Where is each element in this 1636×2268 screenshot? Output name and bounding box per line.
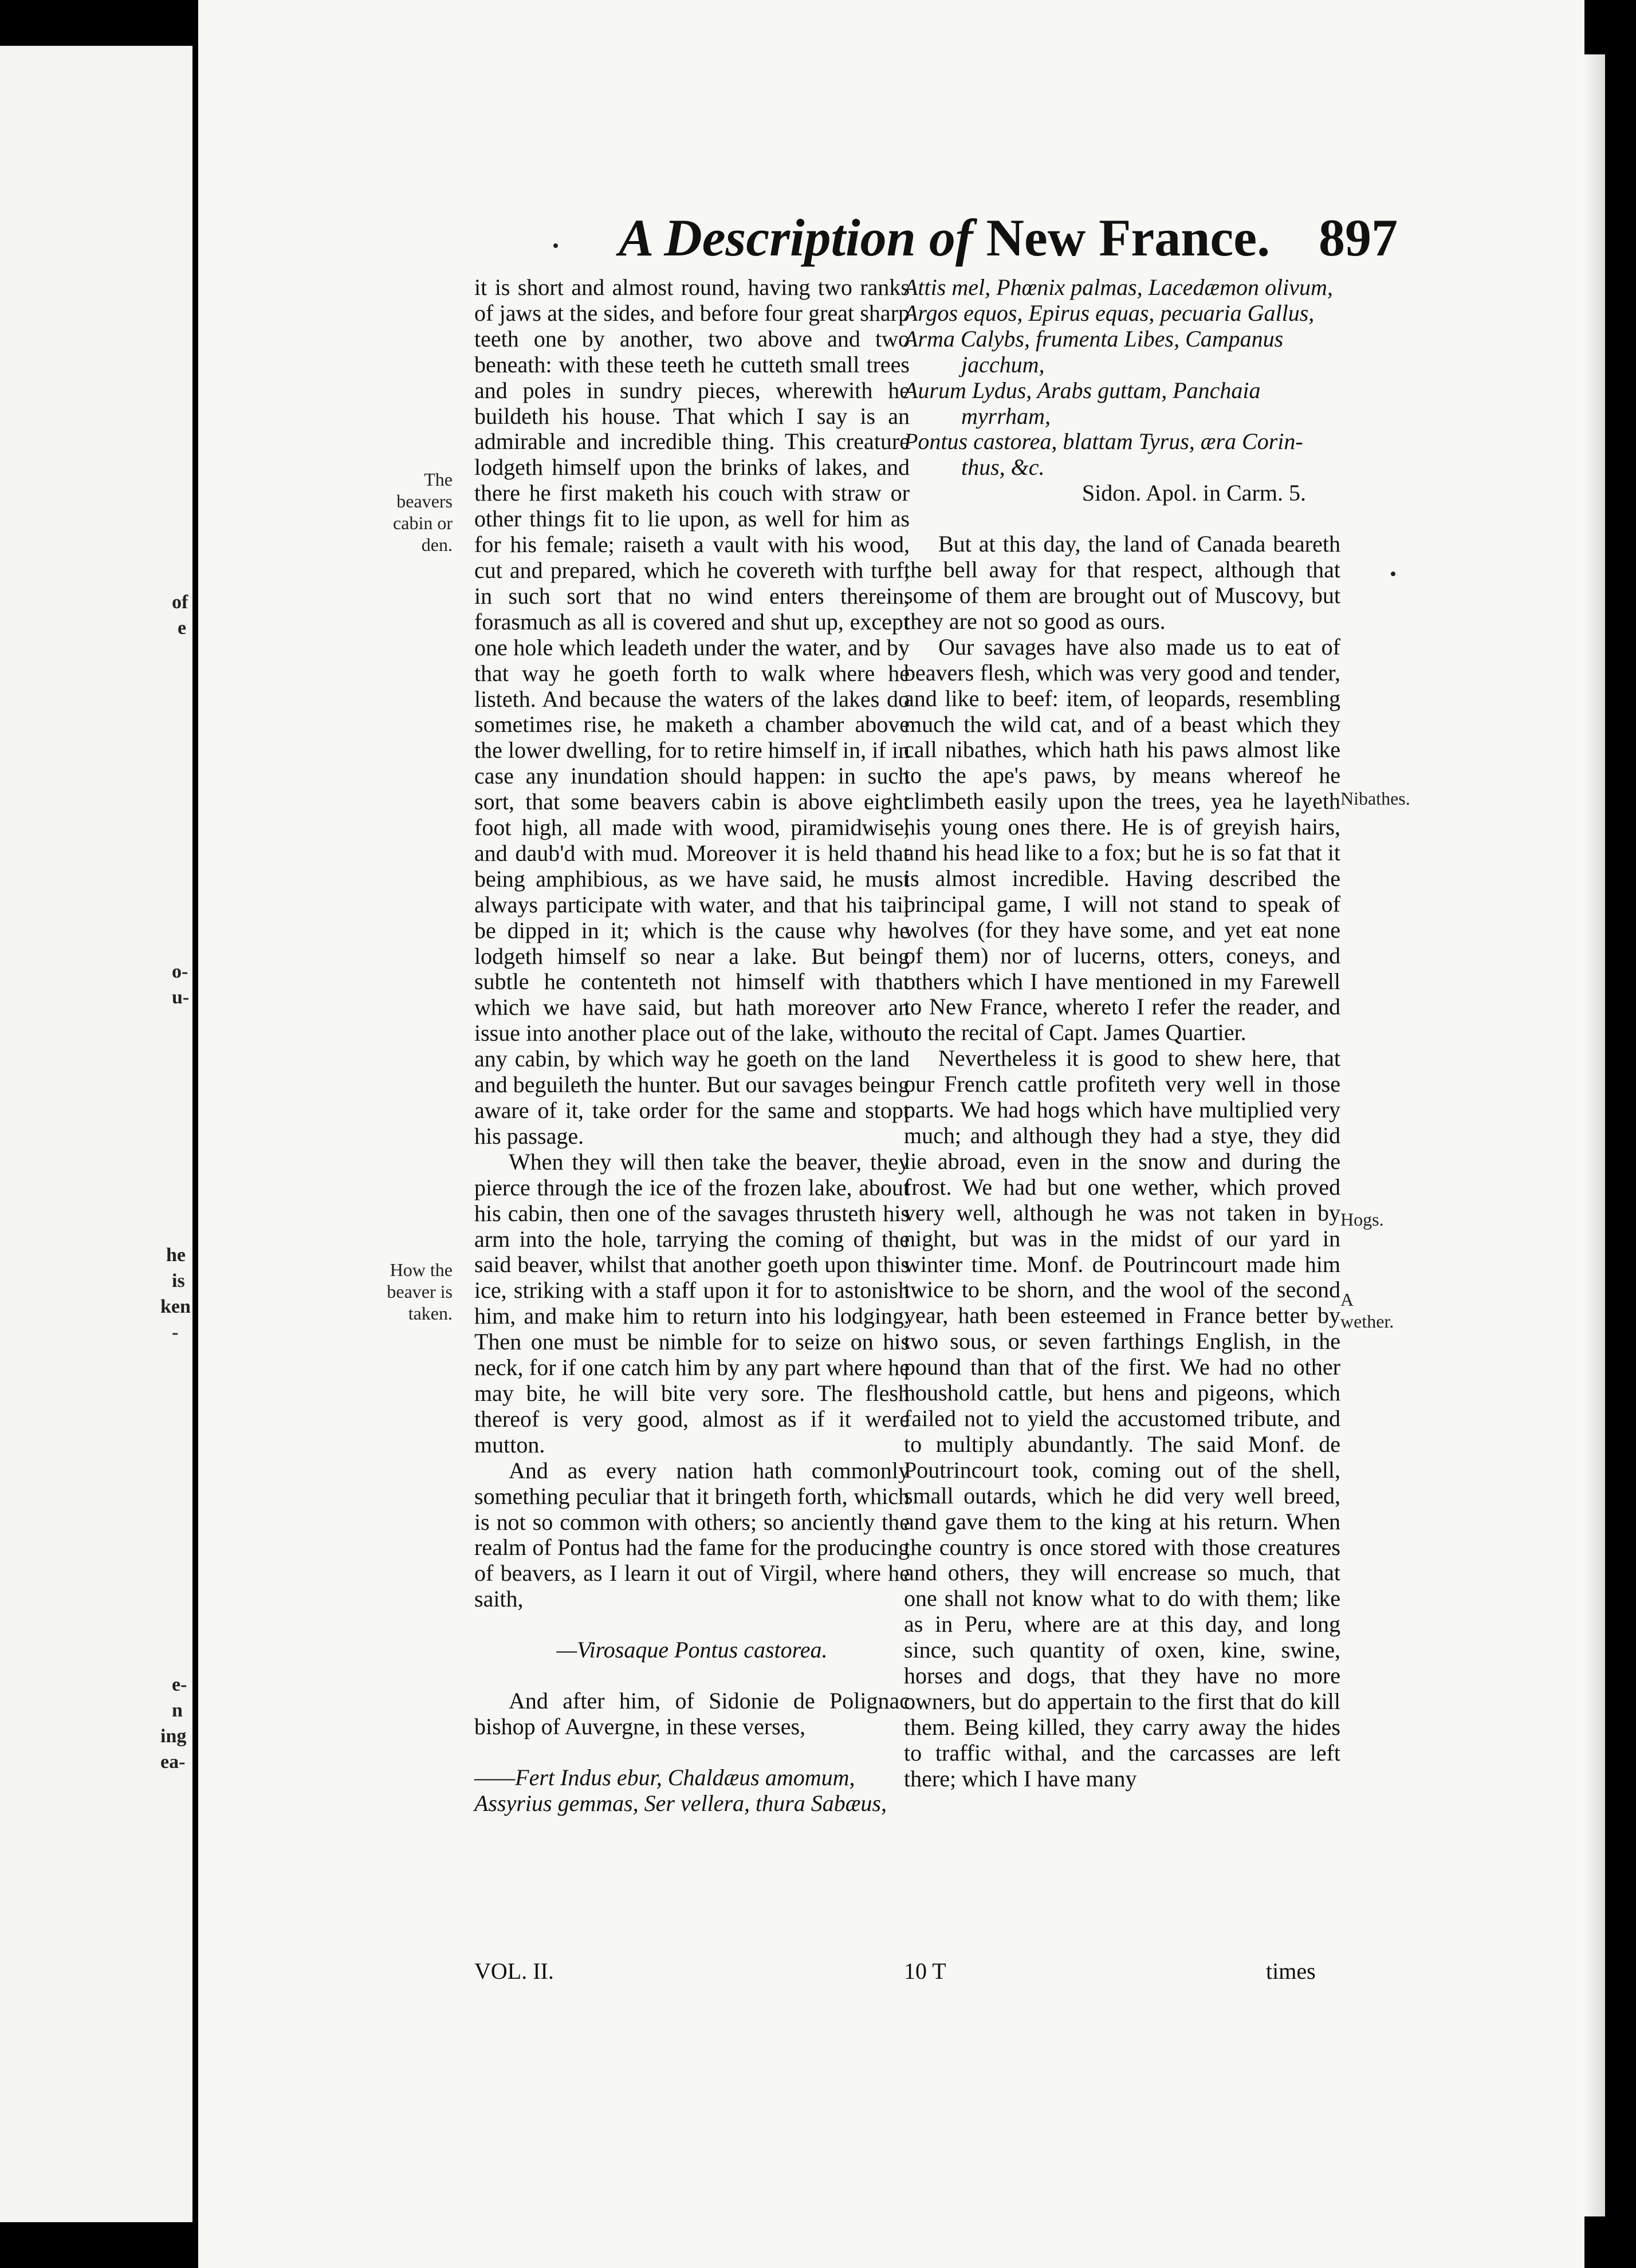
paragraph: Our savages have also made us to eat of beavers flesh, which was very good and tender, and like to beef: item, of leopards, resembling much the wild cat, and of a beast which they call nibathes, which hath his paws almost like to the ape's paws, by means whereof he climbeth easily upon the trees, yea he layeth his young ones there. He is of greyish hairs, and his head like to a fox; but he is so fat that it is almost incredible. Having described the principal game, I will not stand to speak of wolves (for they have some, and yet eat none of them) nor of lucerns, otters, coneys, and others which I have mentioned in my Farewell to New France, whereto I refer the reader, and to the recital of Capt. James Quartier. — [904, 633, 1340, 1046]
text-column-left — [474, 275, 910, 1817]
ink-speck — [1391, 572, 1395, 576]
verse-source: Sidon. Apol. in Carm. 5. — [1082, 480, 1306, 506]
running-header — [619, 206, 1432, 275]
margin-fragment: o- — [172, 961, 188, 982]
verse-line: Pontus castorea, blattam Tyrus, æra Corin- — [904, 428, 1303, 455]
margin-fragment: e- — [172, 1674, 187, 1695]
verse-line: jacchum, — [961, 351, 1045, 377]
margin-fragment: ea- — [160, 1751, 186, 1773]
title-italic: A Description of — [619, 208, 973, 267]
paragraph: When they will then take the beaver, they pierce through the ice of the frozen lake, about his cabin, then one of the savages thrusteth his arm into the hole, tarrying the coming of the said beaver, whilst that another goeth upon this ice, striking with a staff upon it for to astonish him, and make him to return into his lodging. Then one must be nimble for to seize on his neck, for if one catch him by any part where he may bite, he will bite very sore. The flesh thereof is very good, almost as if it were mutton. — [474, 1148, 910, 1458]
verse-line: Attis mel, Phœnix palmas, Lacedæmon olivum, — [904, 274, 1333, 300]
margin-fragment: e — [178, 617, 187, 639]
sidenote-beaver-cabin: The beavers cabin or den. — [393, 469, 453, 555]
facing-page-edge — [0, 46, 192, 2222]
margin-fragment: he — [166, 1245, 186, 1266]
page-title — [619, 206, 1271, 269]
margin-fragment: ken — [160, 1296, 191, 1317]
verse-line: Aurum Lydus, Arabs guttam, Panchaia — [904, 377, 1261, 403]
verse-line: ——Fert Indus ebur, Chaldæus amomum, — [474, 1764, 855, 1790]
sidenote-beaver-taken: How the beaver is taken. — [387, 1259, 453, 1324]
margin-fragment: is — [172, 1270, 185, 1292]
paragraph: And after him, of Sidonie de Polignac bishop of Auvergne, in these verses, — [474, 1688, 910, 1739]
margin-fragment: ing — [160, 1726, 187, 1747]
verse-line: myrrham, — [961, 403, 1051, 429]
paragraph: But at this day, the land of Canada beareth the bell away for that respect, although that some of them are brought out of Muscovy, but they are not so good as ours. — [904, 531, 1340, 634]
sidenote-nibathes: Nibathes. — [1340, 788, 1410, 809]
catchword: times — [1266, 1958, 1316, 1984]
volume-label: VOL. II. — [474, 1958, 554, 1984]
sidenote-hogs: Hogs. — [1340, 1209, 1384, 1230]
margin-fragment: u- — [172, 987, 190, 1008]
ink-speck — [553, 243, 558, 248]
signature-mark: 10 T — [904, 1958, 946, 1984]
text-column-right — [904, 275, 1340, 1792]
paragraph: And as every nation hath commonly something peculiar that it bringeth forth, which is not so common with others; so anciently the realm of Pontus had the fame for the producing of beavers, as I learn it out of Virgil, where he saith, — [474, 1457, 910, 1612]
margin-fragment: of — [172, 592, 188, 613]
sidenote-wether: A wether. — [1340, 1289, 1394, 1332]
verse-line: thus, &c. — [961, 454, 1045, 481]
page-edge — [1582, 54, 1605, 2216]
paragraph: Nevertheless it is good to shew here, that our French cattle profiteth very well in those parts. We had hogs which have multiplied very much; and although they had a stye, they did lie abroad, even in the snow and during the frost. We had but one wether, which proved very well, although he was not taken in by night, but was in the midst of our yard in winter time. Monf. de Poutrincourt made him twice to be shorn, and the wool of the second year, hath been esteemed in France better by two sous, or seven farthings English, in the pound than that of the first. We had no other houshold cattle, but hens and pigeons, which failed not to yield the accustomed tribute, and to multiply abundantly. The said Monf. de Poutrincourt took, coming out of the shell, small outards, which he did very well breed, and gave them to the king at his return. When the country is once stored with those creatures and others, they will encrease so much, that one shall not know what to do with them; like as in Peru, where are at this day, and long since, such quantity of oxen, kine, swine, horses and dogs, that they have no more owners, but do appertain to the first that do kill them. Being killed, they carry away the hides to traffic withal, and the carcasses are left there; which I have many — [904, 1045, 1340, 1791]
margin-fragment: - — [172, 1322, 179, 1343]
title-roman: New France. — [986, 208, 1271, 267]
verse-line: Argos equos, Epirus equas, pecuaria Gallus, — [904, 300, 1315, 326]
verse-line: Assyrius gemmas, Ser vellera, thura Sabæus, — [474, 1790, 887, 1816]
margin-fragment: n — [172, 1700, 183, 1721]
paragraph: it is short and almost round, having two ranks of jaws at the sides, and before four great sharp teeth one by another, two above and two beneath: with these teeth he cutteth small trees and poles in sundry pieces, wherewith he buildeth his house. That which I say is an admirable and incredible thing. This creature lodgeth himself upon the brinks of lakes, and there he first maketh his couch with straw or other things fit to lie upon, as well for him as for his female; raiseth a vault with his wood, cut and prepared, which he covereth with turf, in such sort that no wind enters therein, forasmuch as all is covered and shut up, except one hole which leadeth under the water, and by that way he goeth forth to walk where he listeth. And because the waters of the lakes do sometimes rise, he maketh a chamber above the lower dwelling, for to retire himself in, if in case any inundation should happen: in such sort, that some beavers cabin is above eight foot high, all made with wood, piramidwise, and daub'd with mud. Moreover it is held that being amphibious, as we have said, he must always participate with water, and that his tail be dipped in it; which is the cause why he lodgeth himself so near a lake. But being subtle he contenteth not himself with that which we have said, but hath moreover an issue into another place out of the lake, without any cabin, by which way he goeth on the land and beguileth the hunter. But our savages being aware of it, take order for the same and stopt his passage. — [474, 274, 910, 1149]
verse-line: Arma Calybs, frumenta Libes, Campanus — [904, 325, 1284, 352]
verse-quote: —Virosaque Pontus castorea. — [556, 1637, 828, 1663]
page-number: 897 — [1319, 208, 1398, 267]
